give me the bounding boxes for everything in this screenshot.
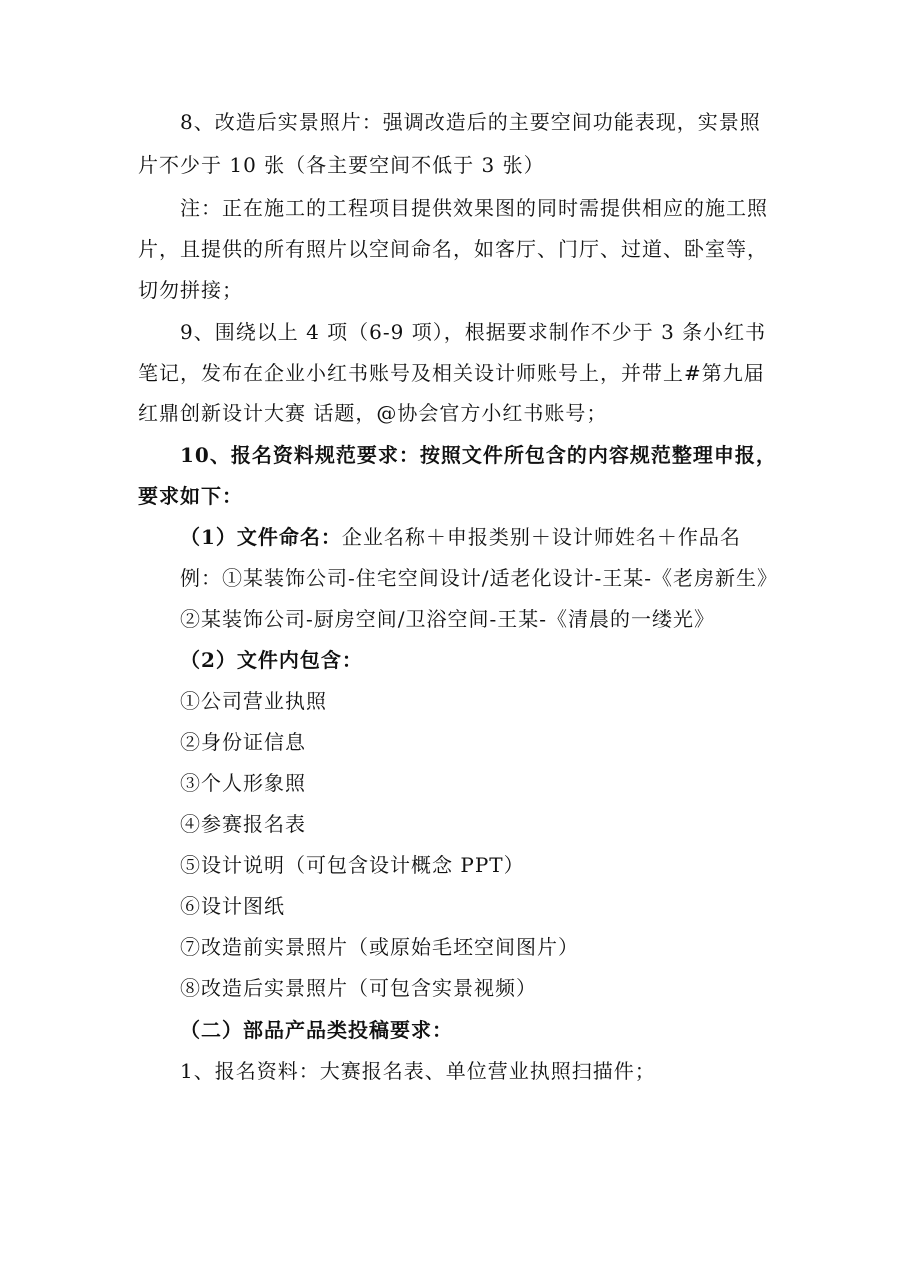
file-contents-item-8: ⑧改造后实景照片（可包含实景视频） <box>180 976 537 1000</box>
file-naming-rule: 企业名称＋申报类别＋设计师姓名＋作品名 <box>341 525 741 549</box>
note-line-3: 切勿拼接； <box>138 278 243 302</box>
paragraph-item-8-line-1: 8、改造后实景照片：强调改造后的主要空间功能表现，实景照 <box>180 110 761 134</box>
paragraph-item-9-line-1: 9、围绕以上 4 项（6-9 项），根据要求制作不少于 3 条小红书 <box>180 320 767 344</box>
file-contents-item-1: ①公司营业执照 <box>180 689 327 713</box>
file-contents-item-3: ③个人形象照 <box>180 771 306 795</box>
file-contents-heading: （2）文件内包含： <box>180 648 363 672</box>
note-line-1: 注：正在施工的工程项目提供效果图的同时需提供相应的施工照 <box>180 196 768 220</box>
section-heading-products: （二）部品产品类投稿要求： <box>180 1018 453 1042</box>
file-contents-item-2: ②身份证信息 <box>180 730 306 754</box>
note-line-2: 片，且提供的所有照片以空间命名，如客厅、门厅、过道、卧室等， <box>138 237 768 261</box>
paragraph-item-8-line-2: 片不少于 10 张（各主要空间不低于 3 张） <box>138 153 545 177</box>
paragraph-item-10-line-2: 要求如下： <box>138 484 243 508</box>
file-naming-example-2: ②某装饰公司-厨房空间/卫浴空间-王某-《清晨的一缕光》 <box>180 607 716 631</box>
file-contents-item-7: ⑦改造前实景照片（或原始毛坯空间图片） <box>180 935 579 959</box>
paragraph-item-10-line-1: 10、报名资料规范要求：按照文件所包含的内容规范整理申报， <box>180 443 777 467</box>
file-naming-example-1: 例：①某装饰公司-住宅空间设计/适老化设计-王某-《老房新生》 <box>180 566 779 590</box>
paragraph-item-9-line-2: 笔记，发布在企业小红书账号及相关设计师账号上，并带上#第九届 <box>138 361 765 385</box>
paragraph-item-9-line-3: 红鼎创新设计大赛 话题，@协会官方小红书账号； <box>138 401 608 425</box>
products-item-1: 1、报名资料：大赛报名表、单位营业执照扫描件； <box>180 1059 656 1083</box>
file-naming-heading: （1）文件命名： <box>180 525 342 549</box>
file-contents-item-6: ⑥设计图纸 <box>180 894 285 918</box>
file-naming-line <box>180 523 741 551</box>
file-contents-item-5: ⑤设计说明（可包含设计概念 PPT） <box>180 853 525 877</box>
file-contents-item-4: ④参赛报名表 <box>180 812 306 836</box>
